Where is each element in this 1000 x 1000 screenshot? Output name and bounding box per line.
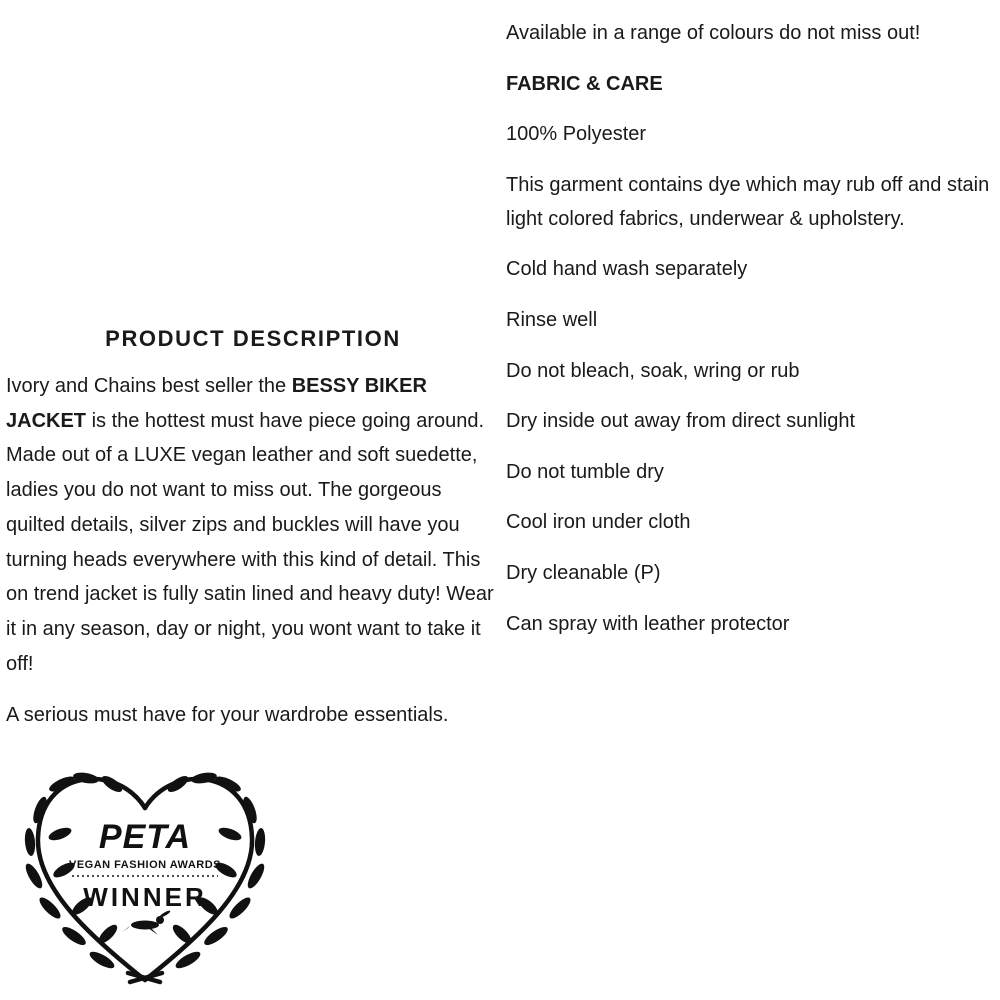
peta-award-badge [22, 768, 268, 990]
care-instruction: Do not bleach, soak, wring or rub [506, 359, 800, 382]
product-description-text [6, 369, 504, 681]
product-tagline: A serious must have for your wardrobe essentials. [6, 704, 449, 727]
care-instruction: Rinse well [506, 308, 598, 331]
care-instruction: Cool iron under cloth [506, 511, 691, 534]
fabric-care-section [506, 16, 1000, 657]
material-composition: 100% Polyester [506, 123, 647, 146]
product-description-section [6, 326, 504, 731]
description-body: is the hottest must have piece going around. Made out of a LUXE vegan leather and soft suedette, ladies you do not want to miss out. The gorgeous quilted details, silver zips and buckles will have you turning heads everywhere with this kind of detail. This on trend jacket is fully satin lined and heavy duty! Wear it in any season, day or night, you wont want to take it off! [6, 409, 494, 675]
badge-brand: PETA [98, 818, 192, 856]
care-instruction: Do not tumble dry [506, 460, 664, 483]
badge-award: VEGAN FASHION AWARDS [69, 859, 221, 871]
care-instruction: Can spray with leather protector [506, 612, 790, 635]
care-instruction: Cold hand wash separately [506, 258, 748, 281]
rabbit-icon [122, 910, 171, 935]
product-description-title: PRODUCT DESCRIPTION [105, 326, 401, 351]
care-instruction: Dry cleanable (P) [506, 561, 661, 584]
laurel-heart-icon [22, 768, 268, 990]
product-name: BESSY BIKER JACKET [6, 375, 427, 432]
badge-result: WINNER [83, 882, 207, 912]
dye-warning: This garment contains dye which may rub off and stain light colored fabrics, underwear & upholstery. [506, 173, 990, 230]
availability-note: Available in a range of colours do not miss out! [506, 22, 921, 44]
description-intro: Ivory and Chains best seller the [6, 375, 292, 397]
care-instruction: Dry inside out away from direct sunlight [506, 410, 856, 433]
fabric-care-heading: FABRIC & CARE [506, 72, 663, 95]
